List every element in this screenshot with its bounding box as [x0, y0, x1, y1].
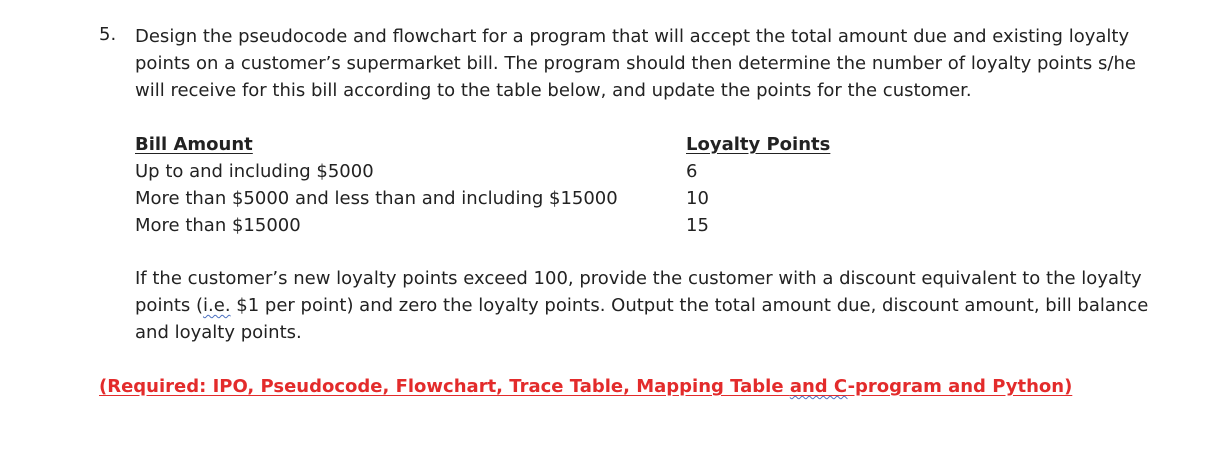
header-loyalty-points: Loyalty Points [686, 134, 831, 155]
question-intro [135, 23, 1136, 104]
discount-line: and loyalty points. [135, 322, 302, 343]
spellcheck-ie: i.e. [203, 295, 231, 316]
bill-amount-cell: More than $5000 and less than and including $15000 [135, 188, 618, 209]
loyalty-points-cell: 15 [686, 215, 709, 236]
loyalty-points-cell: 6 [686, 161, 698, 182]
discount-line [135, 292, 1148, 319]
header-bill-amount: Bill Amount [135, 134, 253, 155]
discount-text: points ( [135, 295, 204, 316]
bill-amount-cell: More than $15000 [135, 215, 301, 236]
required-text: -program and Python) [847, 376, 1073, 397]
intro-line: points on a customer’s supermarket bill. The program should then determine the number of loyalty points s/he [135, 53, 1136, 74]
required-note [99, 373, 1072, 400]
intro-line: Design the pseudocode and flowchart for a program that will accept the total amount due and existing loyalty [135, 26, 1130, 47]
discount-paragraph [135, 265, 1148, 346]
loyalty-points-cell: 10 [686, 188, 709, 209]
required-text: (Required: IPO, Pseudocode, Flowchart, Trace Table, Mapping Table [99, 376, 790, 397]
discount-line: If the customer’s new loyalty points exceed 100, provide the customer with a discount equivalent to the loyalty [135, 268, 1142, 289]
intro-line: will receive for this bill according to the table below, and update the points for the customer. [135, 80, 972, 101]
discount-text: $1 per point) and zero the loyalty points. Output the total amount due, discount amount, bill balance [230, 295, 1149, 316]
question-number: 5. [99, 24, 117, 45]
bill-amount-cell: Up to and including $5000 [135, 161, 374, 182]
spellcheck-and-c: and C [789, 376, 848, 397]
